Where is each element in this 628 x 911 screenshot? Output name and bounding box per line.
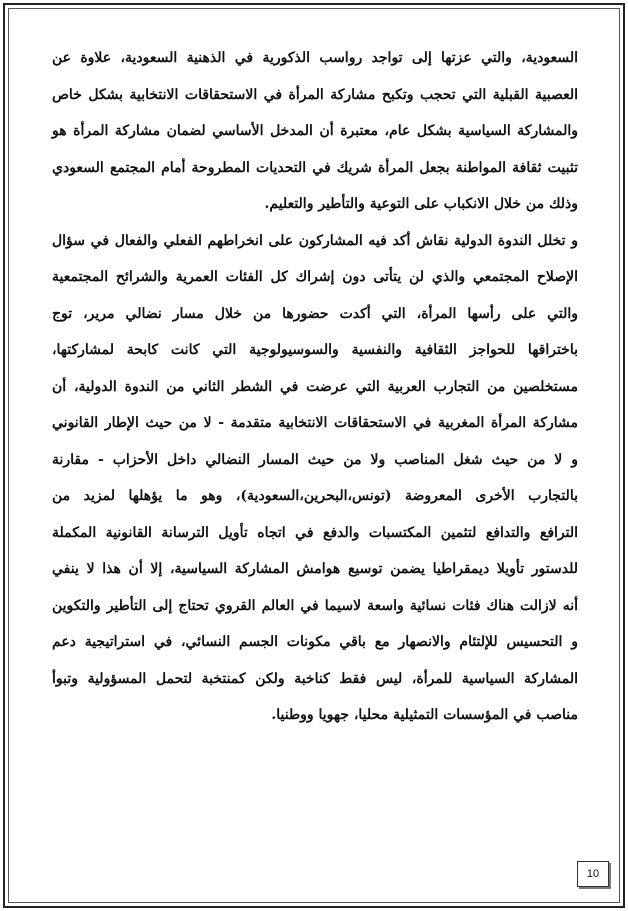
text-line: مستخلصين من التجارب العربية التي عرضت في الشطر الثاني من الندوة الدولية، أن bbox=[52, 378, 578, 395]
text-line: وذلك من خلال الانكباب على التوعية والتأطير والتعليم. bbox=[264, 196, 578, 212]
text-line: بالتجارب الأخرى المعروضة (تونس،البحرين،السعودية)، وهو ما يؤهلها لمزيد من bbox=[52, 488, 578, 504]
text-line: تثبيت ثقافة المواطنة بجعل المرأة شريك في التحديات المطروحة أمام المجتمع السعودي bbox=[52, 159, 578, 176]
text-line: المشاركة السياسية للمرأة، ليس فقط كناخبة ولكن كمنتخبة لتحمل المسؤولية وتبوأ bbox=[52, 670, 578, 687]
text-line: والتي على رأسها المرأة، التي أكدت حضورها من خلال مسار نضالي مرير، توج bbox=[52, 305, 578, 322]
text-line: للدستور تأويلا ديمقراطيا يضمن توسيع هوامش المشاركة السياسية، إلا أن هذا لا ينفي bbox=[52, 561, 578, 577]
text-line: باختراقها للحواجز الثقافية والنفسية والسوسيولوجية التي كانت كابحة لمشاركتها، bbox=[52, 342, 578, 358]
paragraph-2 bbox=[52, 223, 578, 734]
text-line: و تخلل الندوة الدولية نقاش أكد فيه المشاركون على انخراطهم الفعلي والفعال في سؤال bbox=[52, 232, 578, 249]
text-line: العصبية القبلية التي تحجب وتكبح مشاركة المرأة في الاستحقاقات الانتخابية بشكل خاص bbox=[52, 86, 578, 103]
page-number: 10 bbox=[577, 861, 609, 887]
text-line: والمشاركة السياسية بشكل عام، معتبرة أن المدخل الأساسي لضمان مشاركة المرأة هو bbox=[52, 123, 578, 139]
text-line: و التحسيس للإلتئام والانصهار مع باقي مكونات الجسم النسائي، في استراتيجية دعم bbox=[52, 634, 578, 650]
text-line: الترافع والتدافع لتثمين المكتسبات والدفع في اتجاه تأويل الترسانة القانونية المكملة bbox=[52, 524, 578, 541]
text-line: مناصب في المؤسسات التمثيلية محليا، جهويا ووطنيا. bbox=[271, 707, 578, 723]
text-line: السعودية، والتي عزتها إلى تواجد رواسب الذكورية في الذهنية السعودية، علاوة عن bbox=[52, 50, 578, 66]
text-line: مشاركة المرأة المغربية في الاستحقاقات الانتخابية متقدمة - لا من حيث الإطار القانوني bbox=[52, 415, 578, 431]
text-line: أنه لازالت هناك فئات نسائية واسعة لاسيما في العالم القروي تحتاج إلى التأطير والتكوين bbox=[52, 597, 578, 614]
document-body bbox=[52, 40, 578, 734]
paragraph-1 bbox=[52, 40, 578, 223]
text-line: و لا من حيث شغل المناصب ولا من حيث المسار النضالي داخل الأحزاب - مقارنة bbox=[52, 451, 578, 468]
text-line: الإصلاح المجتمعي والذي لن يتأتى دون إشراك كل الفئات العمرية والشرائح المجتمعية bbox=[52, 269, 578, 285]
